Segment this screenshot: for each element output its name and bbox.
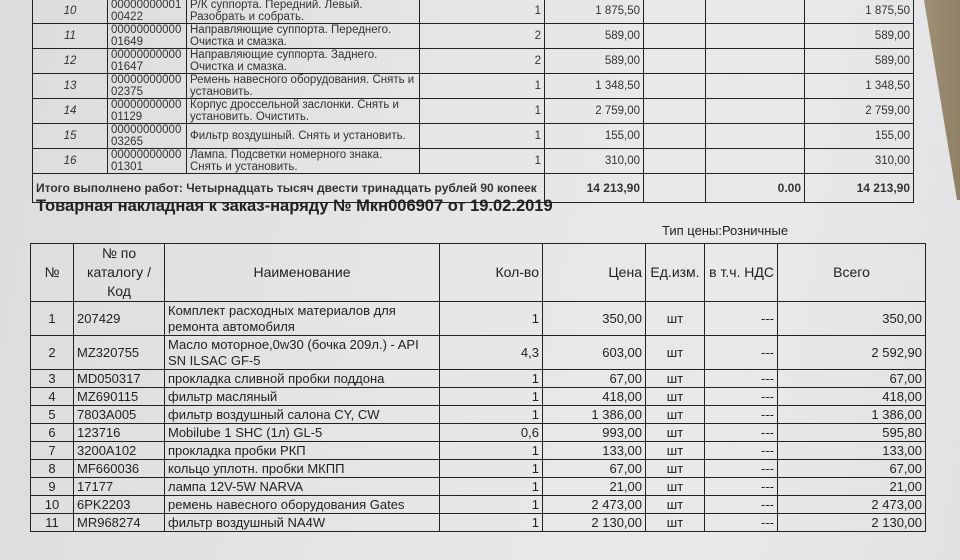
row-vat: --- xyxy=(705,478,778,496)
header-price: Цена xyxy=(543,244,646,302)
row-quantity: 4,3 xyxy=(440,336,543,370)
price-type-label: Тип цены:Розничные xyxy=(662,223,789,238)
row-name: лампа 12V-5W NARVA xyxy=(165,478,440,496)
row-number: 2 xyxy=(31,336,74,370)
row-unit: шт xyxy=(646,460,705,478)
table-row xyxy=(33,49,914,74)
row-unit: шт xyxy=(646,406,705,424)
row-vat: --- xyxy=(705,370,778,388)
row-total: 595,80 xyxy=(778,424,926,442)
row-vat: --- xyxy=(705,514,778,532)
row-number: 1 xyxy=(31,302,74,336)
row-price: 155,00 xyxy=(545,124,644,149)
row-code: 00000000000 01649 xyxy=(108,24,187,49)
header-number: № xyxy=(31,244,74,302)
row-name: ремень навесного оборудования Gates xyxy=(165,496,440,514)
header-total: Всего xyxy=(778,244,926,302)
table-row xyxy=(33,149,914,174)
header-name: Наименование xyxy=(165,244,440,302)
table-row xyxy=(33,124,914,149)
row-empty xyxy=(644,149,706,174)
works-table xyxy=(32,0,914,203)
row-price: 2 473,00 xyxy=(543,496,646,514)
row-quantity: 1 xyxy=(440,302,543,336)
row-code: 00000000000 01301 xyxy=(108,149,187,174)
row-price: 67,00 xyxy=(543,370,646,388)
row-quantity: 1 xyxy=(440,514,543,532)
row-number: 6 xyxy=(31,424,74,442)
row-vat xyxy=(706,149,805,174)
row-quantity: 0,6 xyxy=(440,424,543,442)
row-total: 418,00 xyxy=(778,388,926,406)
row-code: 3200A102 xyxy=(74,442,165,460)
row-total: 21,00 xyxy=(778,478,926,496)
row-name: Масло моторное,0w30 (бочка 209л.) - API SN ILSAC GF-5 xyxy=(165,336,440,370)
row-price: 310,00 xyxy=(545,149,644,174)
row-price: 350,00 xyxy=(543,302,646,336)
table-row xyxy=(31,460,926,478)
row-quantity: 2 xyxy=(420,24,545,49)
row-name: Mobilube 1 SHC (1л) GL-5 xyxy=(165,424,440,442)
row-number: 12 xyxy=(33,49,108,74)
row-name: Направляющие суппорта. Заднего. Очистка и смазка. xyxy=(187,49,420,74)
row-code: 7803A005 xyxy=(74,406,165,424)
works-total-label: Итого выполнено работ: Четырнадцать тысяч двести тринадцать рублей 90 копеек xyxy=(33,174,545,203)
row-total: 1 348,50 xyxy=(805,74,914,99)
row-vat: --- xyxy=(705,388,778,406)
row-code: 123716 xyxy=(74,424,165,442)
row-name: Р/К суппорта. Передний. Левый. Разобрать и собрать. xyxy=(187,0,420,24)
row-price: 1 386,00 xyxy=(543,406,646,424)
row-vat: --- xyxy=(705,302,778,336)
table-row xyxy=(31,496,926,514)
row-code: MF660036 xyxy=(74,460,165,478)
row-empty xyxy=(644,99,706,124)
row-unit: шт xyxy=(646,496,705,514)
row-code: 207429 xyxy=(74,302,165,336)
goods-table xyxy=(30,243,926,532)
row-code: MZ690115 xyxy=(74,388,165,406)
row-price: 589,00 xyxy=(545,24,644,49)
row-number: 11 xyxy=(33,24,108,49)
row-number: 3 xyxy=(31,370,74,388)
row-name: фильтр масляный xyxy=(165,388,440,406)
row-price: 1 348,50 xyxy=(545,74,644,99)
row-code: 00000000001 00422 xyxy=(108,0,187,24)
row-number: 10 xyxy=(31,496,74,514)
row-unit: шт xyxy=(646,424,705,442)
table-row xyxy=(31,406,926,424)
table-row xyxy=(31,370,926,388)
row-total: 2 592,90 xyxy=(778,336,926,370)
table-row xyxy=(33,99,914,124)
goods-table-header xyxy=(31,244,926,302)
row-name: Корпус дроссельной заслонки. Снять и установить. Очистить. xyxy=(187,99,420,124)
row-name: кольцо уплотн. пробки МКПП xyxy=(165,460,440,478)
row-total: 67,00 xyxy=(778,460,926,478)
row-empty xyxy=(644,0,706,24)
row-number: 8 xyxy=(31,460,74,478)
row-unit: шт xyxy=(646,514,705,532)
row-quantity: 1 xyxy=(420,99,545,124)
row-unit: шт xyxy=(646,370,705,388)
row-empty xyxy=(644,174,706,203)
row-quantity: 1 xyxy=(440,478,543,496)
row-unit: шт xyxy=(646,478,705,496)
table-row xyxy=(33,24,914,49)
row-number: 13 xyxy=(33,74,108,99)
row-number: 7 xyxy=(31,442,74,460)
row-number: 10 xyxy=(33,0,108,24)
row-empty xyxy=(644,124,706,149)
row-name: прокладка пробки РКП xyxy=(165,442,440,460)
row-quantity: 1 xyxy=(440,388,543,406)
row-code: MD050317 xyxy=(74,370,165,388)
row-name: прокладка сливной пробки поддона xyxy=(165,370,440,388)
row-total: 67,00 xyxy=(778,370,926,388)
header-vat: в т.ч. НДС xyxy=(705,244,778,302)
table-row xyxy=(33,0,914,24)
row-name: Направляющие суппорта. Переднего. Очистка и смазка. xyxy=(187,24,420,49)
row-total: 310,00 xyxy=(805,149,914,174)
row-unit: шт xyxy=(646,302,705,336)
table-row xyxy=(31,302,926,336)
row-quantity: 1 xyxy=(440,370,543,388)
table-row xyxy=(31,424,926,442)
row-code: 00000000000 02375 xyxy=(108,74,187,99)
row-total: 1 875,50 xyxy=(805,0,914,24)
works-total-all: 14 213,90 xyxy=(805,174,914,203)
row-total: 2 473,00 xyxy=(778,496,926,514)
row-price: 993,00 xyxy=(543,424,646,442)
row-name: фильтр воздушный NA4W xyxy=(165,514,440,532)
works-total-vat: 0.00 xyxy=(706,174,805,203)
row-unit: шт xyxy=(646,388,705,406)
table-row xyxy=(31,442,926,460)
row-empty xyxy=(644,74,706,99)
row-quantity: 1 xyxy=(420,124,545,149)
row-empty xyxy=(644,24,706,49)
row-price: 67,00 xyxy=(543,460,646,478)
row-code: MZ320755 xyxy=(74,336,165,370)
row-quantity: 1 xyxy=(440,460,543,478)
row-vat: --- xyxy=(705,406,778,424)
row-quantity: 1 xyxy=(440,406,543,424)
row-quantity: 1 xyxy=(420,149,545,174)
row-price: 2 759,00 xyxy=(545,99,644,124)
row-quantity: 1 xyxy=(440,496,543,514)
table-row xyxy=(31,336,926,370)
row-code: 6PK2203 xyxy=(74,496,165,514)
row-price: 418,00 xyxy=(543,388,646,406)
row-total: 2 130,00 xyxy=(778,514,926,532)
row-price: 589,00 xyxy=(545,49,644,74)
row-price: 1 875,50 xyxy=(545,0,644,24)
row-vat xyxy=(706,74,805,99)
row-code: 00000000000 03265 xyxy=(108,124,187,149)
row-vat xyxy=(706,99,805,124)
row-price: 603,00 xyxy=(543,336,646,370)
header-unit: Ед.изм. xyxy=(646,244,705,302)
row-quantity: 1 xyxy=(420,0,545,24)
row-total: 1 386,00 xyxy=(778,406,926,424)
header-catalog-code: № по каталогу / Код xyxy=(74,244,165,302)
row-vat: --- xyxy=(705,424,778,442)
row-name: Ремень навесного оборудования. Снять и установить. xyxy=(187,74,420,99)
row-unit: шт xyxy=(646,442,705,460)
row-empty xyxy=(644,49,706,74)
row-name: Фильтр воздушный. Снять и установить. xyxy=(187,124,420,149)
table-row xyxy=(31,388,926,406)
row-name: фильтр воздушный салона CY, CW xyxy=(165,406,440,424)
row-quantity: 1 xyxy=(420,74,545,99)
goods-invoice-title: Товарная накладная к заказ-наряду № Мкн006907 от 19.02.2019 xyxy=(36,197,553,215)
row-total: 155,00 xyxy=(805,124,914,149)
row-number: 11 xyxy=(31,514,74,532)
row-total: 589,00 xyxy=(805,49,914,74)
row-price: 2 130,00 xyxy=(543,514,646,532)
row-vat xyxy=(706,24,805,49)
row-name: Лампа. Подсветки номерного знака. Снять и установить. xyxy=(187,149,420,174)
works-total-sum: 14 213,90 xyxy=(545,174,644,203)
table-row xyxy=(31,514,926,532)
row-price: 133,00 xyxy=(543,442,646,460)
row-vat: --- xyxy=(705,496,778,514)
row-total: 133,00 xyxy=(778,442,926,460)
row-vat: --- xyxy=(705,460,778,478)
row-number: 16 xyxy=(33,149,108,174)
row-code: MR968274 xyxy=(74,514,165,532)
row-number: 15 xyxy=(33,124,108,149)
row-vat: --- xyxy=(705,442,778,460)
row-vat xyxy=(706,124,805,149)
row-number: 4 xyxy=(31,388,74,406)
row-number: 9 xyxy=(31,478,74,496)
row-unit: шт xyxy=(646,336,705,370)
row-quantity: 1 xyxy=(440,442,543,460)
row-code: 17177 xyxy=(74,478,165,496)
row-price: 21,00 xyxy=(543,478,646,496)
row-quantity: 2 xyxy=(420,49,545,74)
table-row xyxy=(31,478,926,496)
row-name: Комплект расходных материалов для ремонта автомобиля xyxy=(165,302,440,336)
row-vat xyxy=(706,49,805,74)
row-total: 2 759,00 xyxy=(805,99,914,124)
row-total: 350,00 xyxy=(778,302,926,336)
row-total: 589,00 xyxy=(805,24,914,49)
row-number: 5 xyxy=(31,406,74,424)
header-quantity: Кол-во xyxy=(440,244,543,302)
table-row xyxy=(33,74,914,99)
row-code: 00000000000 01647 xyxy=(108,49,187,74)
row-code: 00000000000 01129 xyxy=(108,99,187,124)
row-number: 14 xyxy=(33,99,108,124)
row-vat xyxy=(706,0,805,24)
row-vat: --- xyxy=(705,336,778,370)
